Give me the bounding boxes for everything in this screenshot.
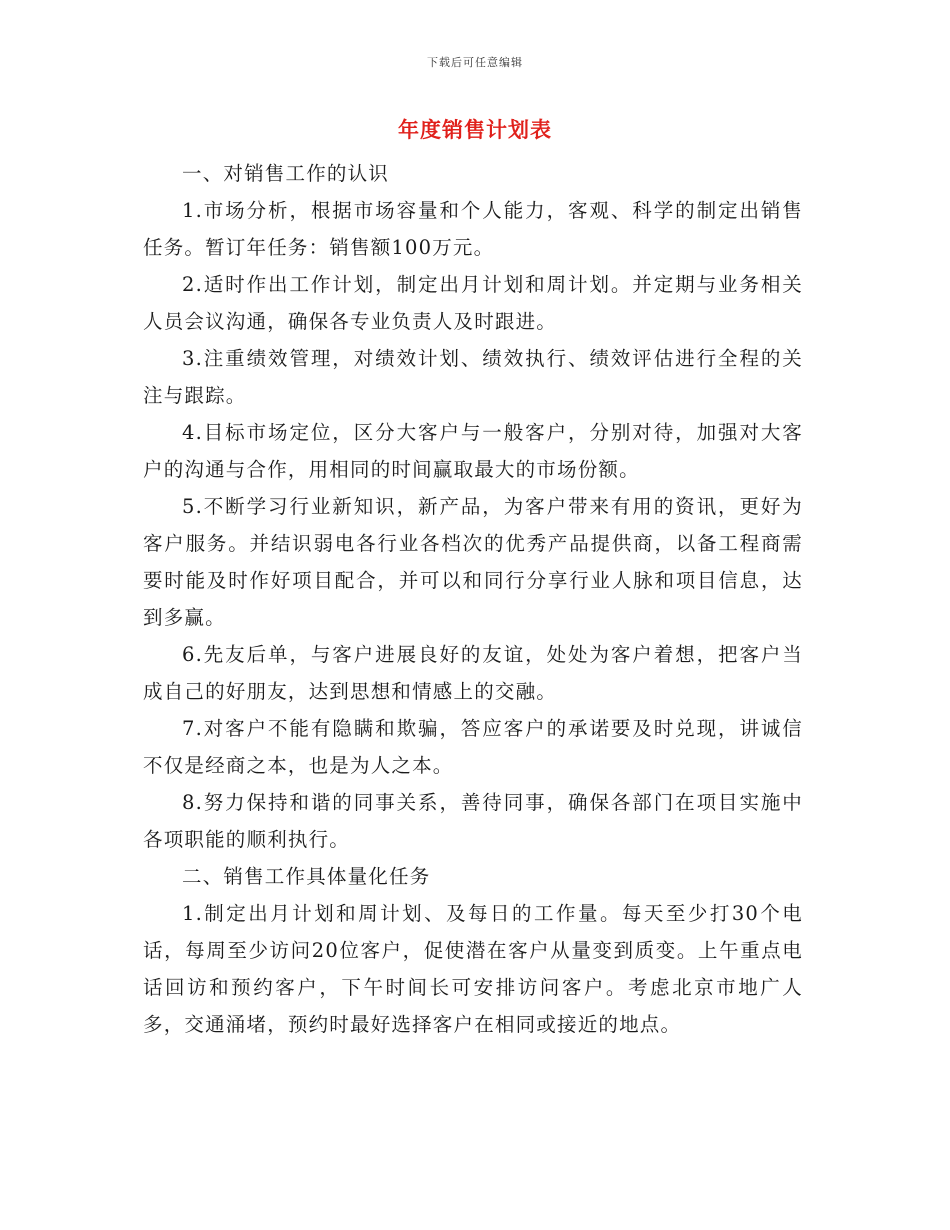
- section-heading-1: 一、对销售工作的认识: [182, 162, 390, 185]
- document-body: [143, 155, 803, 1043]
- paragraph-item-5: 5.不断学习行业新知识，新产品，为客户带来有用的资讯，更好为客户服务。并结识弱电各行业各档次的优秀产品提供商，以备工程商需要时能及时作好项目配合，并可以和同行分享行业人脉和项目信息，达到多赢。: [143, 495, 803, 629]
- document-title: 年度销售计划表: [398, 118, 552, 142]
- paragraph-item-7: 7.对客户不能有隐瞒和欺骗，答应客户的承诺要及时兑现，讲诚信不仅是经商之本，也是为人之本。: [143, 717, 803, 777]
- section-heading-2: 二、销售工作具体量化任务: [182, 865, 431, 888]
- paragraph-item-9: 1.制定出月计划和周计划、及每日的工作量。每天至少打30个电话，每周至少访问20位客户，促使潜在客户从量变到质变。上午重点电话回访和预约客户，下午时间长可安排访问客户。考虑北京市地广人多，交通涌堵，预约时最好选择客户在相同或接近的地点。: [143, 902, 803, 1036]
- header-note: 下载后可任意编辑: [427, 56, 523, 69]
- paragraph-item-4: 4.目标市场定位，区分大客户与一般客户，分别对待，加强对大客户的沟通与合作，用相同的时间赢取最大的市场份额。: [143, 421, 803, 481]
- paragraph-item-6: 6.先友后单，与客户进展良好的友谊，处处为客户着想，把客户当成自己的好朋友，达到思想和情感上的交融。: [143, 643, 803, 703]
- paragraph-item-3: 3.注重绩效管理，对绩效计划、绩效执行、绩效评估进行全程的关注与跟踪。: [143, 347, 803, 407]
- paragraph-item-8: 8.努力保持和谐的同事关系，善待同事，确保各部门在项目实施中各项职能的顺利执行。: [143, 791, 803, 851]
- paragraph-item-2: 2.适时作出工作计划，制定出月计划和周计划。并定期与业务相关人员会议沟通，确保各专业负责人及时跟进。: [143, 273, 803, 333]
- paragraph-item-1: 1.市场分析，根据市场容量和个人能力，客观、科学的制定出销售任务。暂订年任务：销售额100万元。: [143, 199, 803, 259]
